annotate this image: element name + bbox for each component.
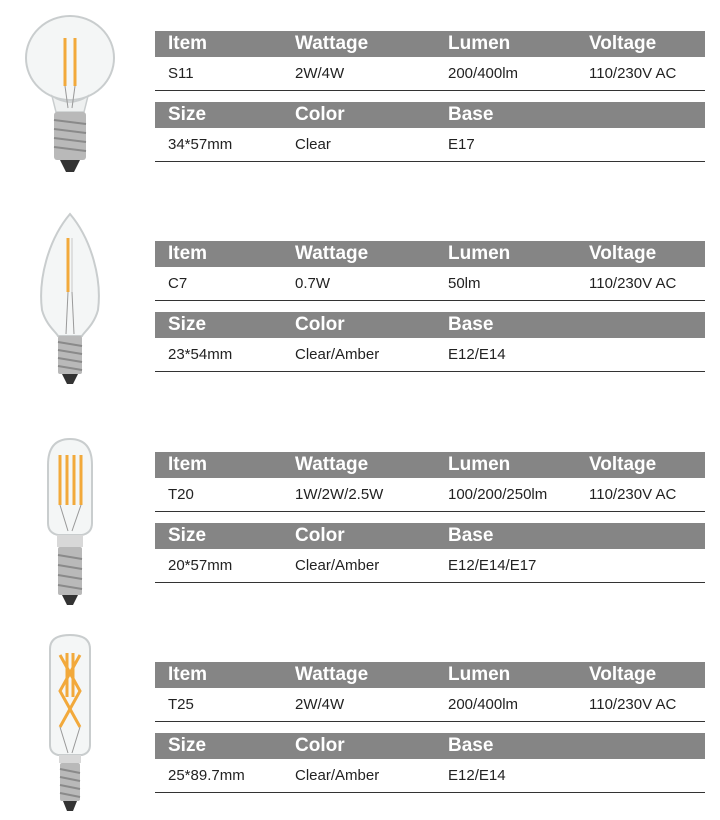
value-wattage: 1W/2W/2.5W [295, 486, 384, 503]
value-base: E12/E14/E17 [448, 557, 537, 574]
spec-value-row-2 [155, 549, 705, 583]
header-voltage: Voltage [589, 454, 657, 475]
header-voltage: Voltage [589, 243, 657, 264]
header-size: Size [168, 314, 207, 335]
spec-value-row-2 [155, 759, 705, 793]
spec-header-row-2 [155, 733, 705, 759]
spec-value-row-1 [155, 57, 705, 91]
header-item: Item [168, 33, 208, 54]
value-color: Clear [295, 136, 331, 153]
value-voltage: 110/230V AC [589, 486, 677, 503]
product-section-t25 [0, 631, 720, 820]
header-size: Size [168, 525, 207, 546]
spec-value-row-2 [155, 128, 705, 162]
header-color: Color [295, 314, 345, 335]
header-color: Color [295, 525, 345, 546]
product-section-c7 [0, 210, 720, 420]
value-color: Clear/Amber [295, 557, 380, 574]
header-base: Base [448, 104, 494, 125]
spec-header-row-1 [155, 31, 705, 57]
spec-header-row-2 [155, 312, 705, 338]
header-wattage: Wattage [295, 33, 369, 54]
header-lumen: Lumen [448, 33, 511, 54]
value-item: T20 [168, 486, 194, 503]
value-wattage: 0.7W [295, 275, 331, 292]
header-voltage: Voltage [589, 33, 657, 54]
spec-value-row-1 [155, 267, 705, 301]
s11-bulb-icon [10, 8, 130, 178]
header-item: Item [168, 243, 208, 264]
value-size: 20*57mm [168, 557, 233, 574]
value-color: Clear/Amber [295, 346, 380, 363]
header-base: Base [448, 314, 494, 335]
header-color: Color [295, 735, 345, 756]
spec-value-row-2 [155, 338, 705, 372]
header-lumen: Lumen [448, 243, 511, 264]
spec-header-row-1 [155, 662, 705, 688]
product-section-t20 [0, 421, 720, 631]
value-size: 23*54mm [168, 346, 233, 363]
header-wattage: Wattage [295, 664, 369, 685]
value-voltage: 110/230V AC [589, 65, 677, 82]
value-item: T25 [168, 696, 194, 713]
value-base: E12/E14 [448, 346, 506, 363]
spec-header-row-1 [155, 452, 705, 478]
header-item: Item [168, 664, 208, 685]
header-size: Size [168, 104, 207, 125]
value-size: 25*89.7mm [168, 767, 245, 784]
value-wattage: 2W/4W [295, 696, 345, 713]
spec-value-row-1 [155, 688, 705, 722]
header-lumen: Lumen [448, 454, 511, 475]
value-lumen: 100/200/250lm [448, 486, 548, 503]
value-voltage: 110/230V AC [589, 696, 677, 713]
spec-header-row-1 [155, 241, 705, 267]
c7-bulb-icon [10, 210, 130, 390]
spec-header-row-2 [155, 102, 705, 128]
header-wattage: Wattage [295, 454, 369, 475]
header-base: Base [448, 525, 494, 546]
value-item: C7 [168, 275, 188, 292]
spec-header-row-2 [155, 523, 705, 549]
value-voltage: 110/230V AC [589, 275, 677, 292]
value-lumen: 200/400lm [448, 696, 519, 713]
value-lumen: 200/400lm [448, 65, 519, 82]
value-lumen: 50lm [448, 275, 481, 292]
value-size: 34*57mm [168, 136, 233, 153]
header-lumen: Lumen [448, 664, 511, 685]
value-base: E17 [448, 136, 475, 153]
value-color: Clear/Amber [295, 767, 380, 784]
header-voltage: Voltage [589, 664, 657, 685]
value-base: E12/E14 [448, 767, 506, 784]
t25-bulb-icon [10, 631, 130, 817]
header-base: Base [448, 735, 494, 756]
t20-bulb-icon [10, 435, 130, 615]
header-size: Size [168, 735, 207, 756]
spec-value-row-1 [155, 478, 705, 512]
header-color: Color [295, 104, 345, 125]
product-section-s11 [0, 0, 720, 210]
header-item: Item [168, 454, 208, 475]
header-wattage: Wattage [295, 243, 369, 264]
value-wattage: 2W/4W [295, 65, 345, 82]
value-item: S11 [168, 65, 194, 82]
